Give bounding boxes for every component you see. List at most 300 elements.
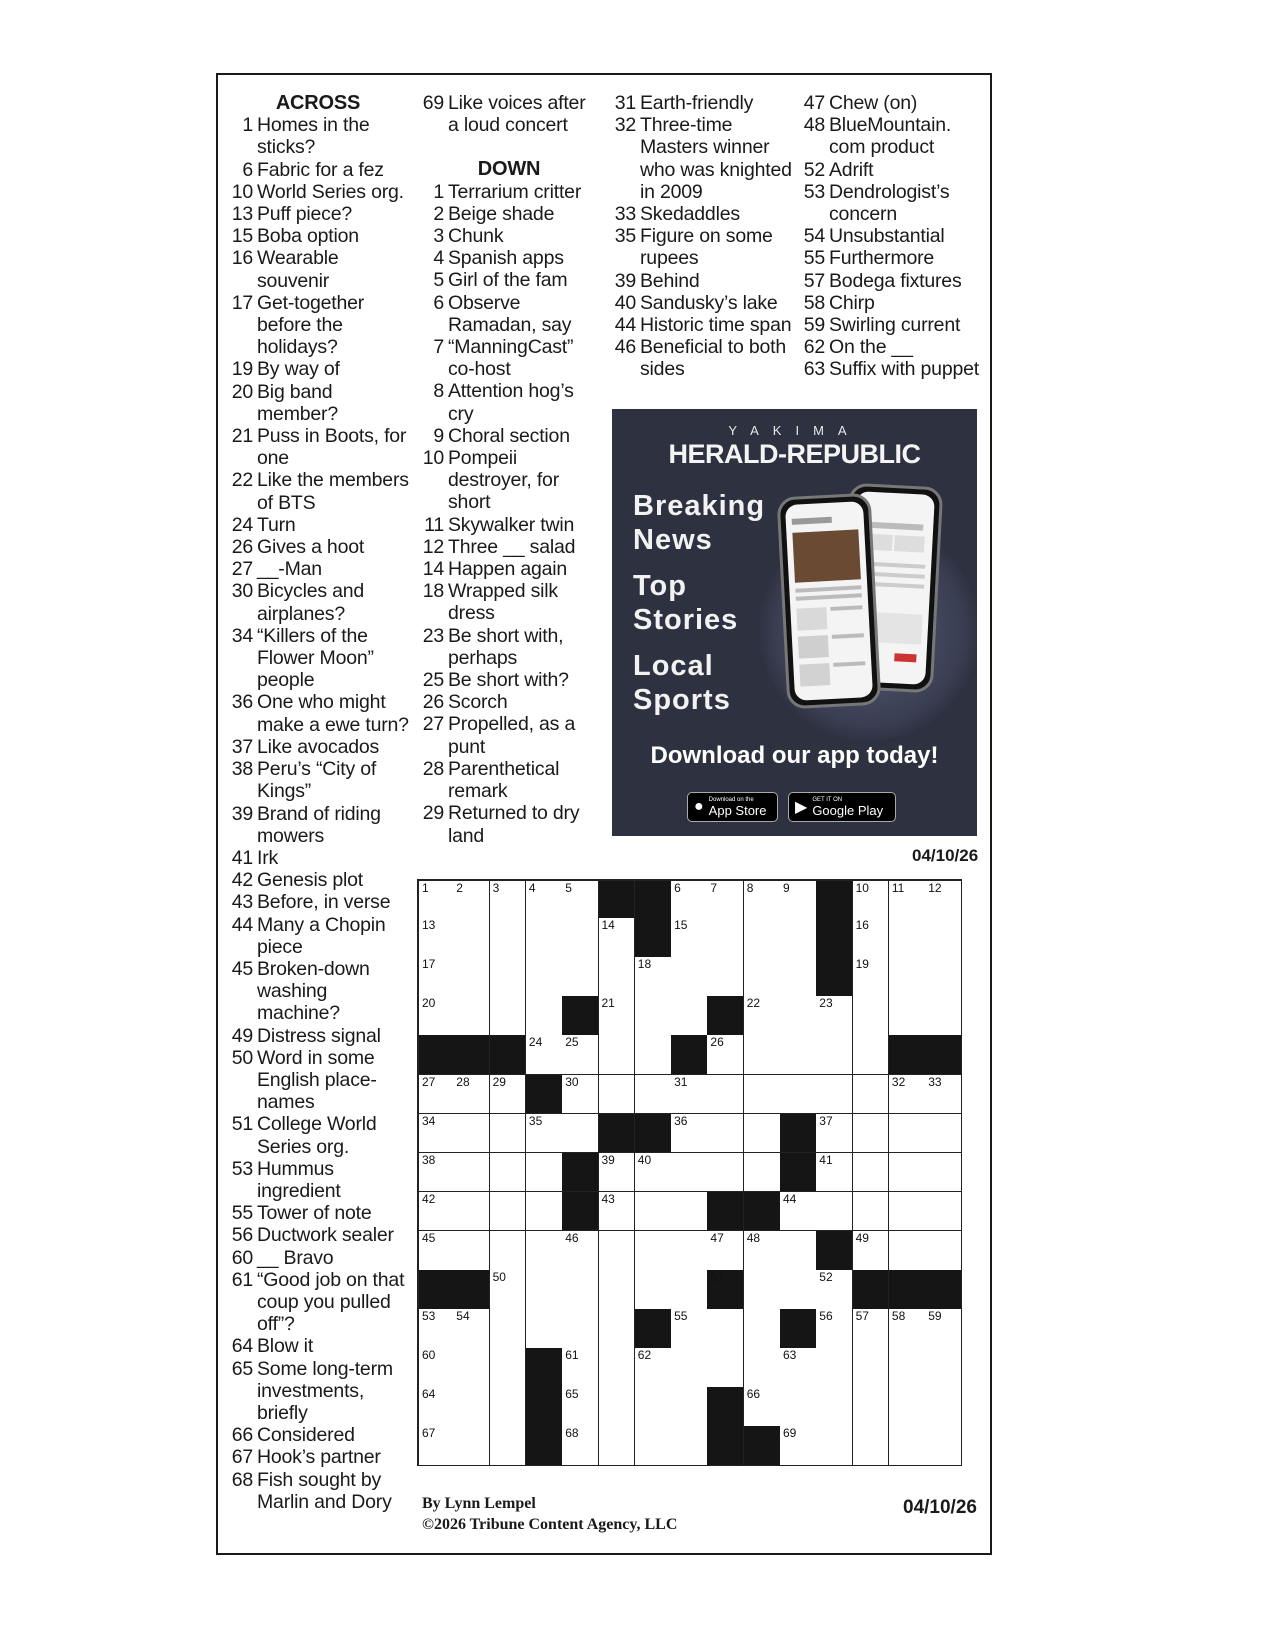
cell-number: 50 bbox=[492, 1270, 506, 1284]
grid-cell[interactable] bbox=[599, 996, 636, 1036]
grid-block bbox=[635, 1114, 672, 1154]
grid-cell[interactable] bbox=[816, 1270, 853, 1310]
clue-number: 58 bbox=[803, 291, 825, 314]
clue-item bbox=[799, 225, 984, 247]
cell-number: 21 bbox=[601, 996, 615, 1011]
clue-item bbox=[227, 1025, 409, 1047]
grid-cell[interactable] bbox=[925, 996, 962, 1036]
grid-cell[interactable] bbox=[853, 1387, 890, 1427]
grid-cell[interactable] bbox=[490, 1231, 527, 1271]
clue-text: Hook’s partner bbox=[257, 1446, 381, 1469]
clue-number: 19 bbox=[231, 358, 253, 381]
grid-block bbox=[562, 996, 599, 1036]
grid-cell[interactable] bbox=[925, 1075, 962, 1115]
google-play-button[interactable] bbox=[788, 792, 896, 822]
grid-cell[interactable] bbox=[853, 1309, 890, 1349]
clue-text: Three-time Masters winner who was knighted in 2009 bbox=[640, 114, 792, 203]
grid-cell[interactable] bbox=[599, 1153, 636, 1193]
grid-cell[interactable] bbox=[671, 1270, 708, 1310]
clue-item bbox=[227, 1113, 409, 1157]
grid-cell[interactable] bbox=[417, 957, 454, 997]
clue-text: Figure on some rupees bbox=[640, 225, 773, 270]
cell-number: 58 bbox=[891, 1309, 906, 1324]
grid-cell[interactable] bbox=[490, 996, 527, 1036]
clue-number: 46 bbox=[614, 336, 636, 359]
cell-number: 68 bbox=[565, 1426, 579, 1441]
grid-cell[interactable] bbox=[744, 1309, 781, 1349]
clue-number: 16 bbox=[231, 247, 253, 270]
app-advertisement[interactable] bbox=[612, 409, 977, 836]
grid-cell[interactable] bbox=[417, 1153, 454, 1193]
grid-cell[interactable] bbox=[490, 1114, 527, 1154]
grid-cell[interactable] bbox=[744, 957, 781, 997]
grid-cell[interactable] bbox=[671, 1387, 708, 1427]
clue-number: 21 bbox=[231, 425, 253, 448]
grid-cell[interactable] bbox=[635, 1270, 672, 1310]
grid-cell[interactable] bbox=[671, 1114, 708, 1154]
cell-number: 23 bbox=[819, 996, 833, 1011]
grid-cell[interactable] bbox=[453, 1153, 490, 1193]
grid-cell[interactable] bbox=[562, 1075, 599, 1115]
clue-number: 55 bbox=[803, 247, 825, 270]
grid-cell[interactable] bbox=[562, 957, 599, 997]
grid-cell[interactable] bbox=[925, 1348, 962, 1388]
grid-cell[interactable] bbox=[707, 1075, 744, 1115]
down-heading: DOWN bbox=[477, 158, 541, 181]
grid-cell[interactable] bbox=[453, 1231, 490, 1271]
grid-cell[interactable] bbox=[417, 1348, 454, 1388]
grid-cell[interactable] bbox=[490, 1192, 527, 1232]
crossword-grid[interactable] bbox=[417, 879, 962, 1466]
grid-cell[interactable] bbox=[925, 1309, 962, 1349]
grid-cell[interactable] bbox=[453, 957, 490, 997]
grid-cell[interactable] bbox=[889, 1114, 926, 1154]
grid-cell[interactable] bbox=[453, 1348, 490, 1388]
grid-cell[interactable] bbox=[707, 1153, 744, 1193]
grid-cell[interactable] bbox=[453, 1387, 490, 1427]
grid-cell[interactable] bbox=[853, 1348, 890, 1388]
grid-cell[interactable] bbox=[889, 1075, 926, 1115]
grid-cell[interactable] bbox=[925, 957, 962, 997]
grid-cell[interactable] bbox=[526, 1309, 563, 1349]
grid-cell[interactable] bbox=[417, 1426, 454, 1466]
grid-block bbox=[853, 1270, 890, 1310]
clue-item bbox=[418, 269, 600, 291]
clue-text: World Series org. bbox=[257, 180, 404, 203]
cell-number: 42 bbox=[422, 1191, 436, 1206]
grid-cell[interactable] bbox=[744, 1075, 781, 1115]
clue-number: 6 bbox=[242, 158, 253, 181]
clue-text: Puss in Boots, for one bbox=[257, 425, 407, 470]
grid-cell[interactable] bbox=[490, 1270, 527, 1310]
grid-cell[interactable] bbox=[780, 1035, 817, 1075]
grid-cell[interactable] bbox=[816, 1309, 853, 1349]
grid-cell[interactable] bbox=[780, 879, 817, 919]
clue-item bbox=[227, 891, 409, 913]
grid-cell[interactable] bbox=[526, 957, 563, 997]
clue-number: 10 bbox=[231, 180, 253, 203]
clue-item bbox=[227, 1047, 409, 1114]
grid-cell[interactable] bbox=[526, 996, 563, 1036]
grid-block bbox=[707, 1192, 744, 1232]
clue-text: Big band member? bbox=[257, 380, 338, 425]
grid-cell[interactable] bbox=[526, 1231, 563, 1271]
grid-cell[interactable] bbox=[707, 1348, 744, 1388]
clue-number: 18 bbox=[422, 580, 444, 603]
grid-cell[interactable] bbox=[453, 1192, 490, 1232]
grid-cell[interactable] bbox=[853, 996, 890, 1036]
grid-cell[interactable] bbox=[744, 1035, 781, 1075]
grid-cell[interactable] bbox=[889, 1348, 926, 1388]
grid-cell[interactable] bbox=[417, 996, 454, 1036]
grid-cell[interactable] bbox=[744, 1270, 781, 1310]
cell-number: 55 bbox=[674, 1309, 688, 1324]
grid-cell[interactable] bbox=[780, 996, 817, 1036]
grid-cell[interactable] bbox=[925, 918, 962, 958]
clue-item bbox=[418, 292, 600, 336]
grid-cell[interactable] bbox=[889, 1192, 926, 1232]
grid-block bbox=[744, 1426, 781, 1466]
clue-number: 32 bbox=[614, 114, 636, 137]
grid-cell[interactable] bbox=[707, 918, 744, 958]
grid-cell[interactable] bbox=[925, 1153, 962, 1193]
grid-cell[interactable] bbox=[853, 918, 890, 958]
grid-cell[interactable] bbox=[816, 1114, 853, 1154]
grid-cell[interactable] bbox=[562, 1426, 599, 1466]
grid-cell[interactable] bbox=[671, 1075, 708, 1115]
puzzle-date-bottom: 04/10/26 bbox=[903, 1497, 977, 1518]
grid-cell[interactable] bbox=[562, 918, 599, 958]
clue-item bbox=[227, 803, 409, 847]
grid-cell[interactable] bbox=[526, 1035, 563, 1075]
grid-cell[interactable] bbox=[526, 1270, 563, 1310]
grid-cell[interactable] bbox=[707, 1114, 744, 1154]
cell-number: 24 bbox=[528, 1035, 543, 1050]
cell-number: 39 bbox=[601, 1152, 615, 1167]
grid-cell[interactable] bbox=[707, 1309, 744, 1349]
clue-number: 30 bbox=[231, 580, 253, 603]
clue-number: 44 bbox=[614, 314, 636, 337]
grid-cell[interactable] bbox=[889, 1153, 926, 1193]
clue-number: 47 bbox=[803, 92, 825, 114]
grid-cell[interactable] bbox=[635, 957, 672, 997]
clue-item bbox=[610, 225, 792, 269]
grid-cell[interactable] bbox=[490, 1075, 527, 1115]
grid-cell[interactable] bbox=[453, 1075, 490, 1115]
clue-item bbox=[418, 625, 600, 669]
grid-cell[interactable] bbox=[671, 957, 708, 997]
grid-cell[interactable] bbox=[816, 1153, 853, 1193]
clue-number: 48 bbox=[803, 114, 825, 137]
grid-cell[interactable] bbox=[889, 1387, 926, 1427]
grid-cell[interactable] bbox=[816, 1075, 853, 1115]
clue-item bbox=[227, 958, 409, 1025]
grid-cell[interactable] bbox=[453, 879, 490, 919]
grid-cell[interactable] bbox=[453, 996, 490, 1036]
apple-icon: ● bbox=[694, 798, 704, 815]
grid-cell[interactable] bbox=[744, 1348, 781, 1388]
clue-number: 31 bbox=[614, 92, 636, 114]
grid-cell[interactable] bbox=[889, 996, 926, 1036]
grid-cell[interactable] bbox=[453, 1309, 490, 1349]
appstore-label: App Store bbox=[708, 802, 767, 818]
grid-cell[interactable] bbox=[780, 957, 817, 997]
grid-cell[interactable] bbox=[671, 1192, 708, 1232]
clue-item bbox=[227, 536, 409, 558]
ad-brand-logo: HERALD-REPUBLIC bbox=[668, 439, 921, 469]
clue-item bbox=[227, 381, 409, 425]
grid-cell[interactable] bbox=[744, 996, 781, 1036]
grid-block bbox=[417, 1270, 454, 1310]
cell-number: 6 bbox=[674, 881, 681, 895]
clue-number: 27 bbox=[422, 713, 444, 736]
grid-cell[interactable] bbox=[853, 1075, 890, 1115]
grid-cell[interactable] bbox=[671, 918, 708, 958]
puzzle-date-top: 04/10/26 bbox=[912, 846, 979, 865]
clue-number: 24 bbox=[231, 513, 253, 536]
grid-cell[interactable] bbox=[635, 1231, 672, 1271]
grid-cell[interactable] bbox=[780, 1192, 817, 1232]
cell-number: 2 bbox=[456, 881, 463, 895]
clue-text: Brand of riding mowers bbox=[257, 802, 381, 847]
grid-cell[interactable] bbox=[635, 1387, 672, 1427]
grid-cell[interactable] bbox=[417, 1387, 454, 1427]
grid-cell[interactable] bbox=[599, 1035, 636, 1075]
grid-cell[interactable] bbox=[925, 1426, 962, 1466]
grid-cell[interactable] bbox=[490, 1426, 527, 1466]
clue-text: Many a Chopin piece bbox=[257, 913, 386, 958]
copyright: ©2026 Tribune Content Agency, LLC bbox=[422, 1516, 678, 1533]
grid-cell[interactable] bbox=[780, 1426, 817, 1466]
grid-cell[interactable] bbox=[635, 1348, 672, 1388]
ad-line-top: Top bbox=[633, 570, 687, 602]
clue-number: 1 bbox=[433, 180, 444, 203]
grid-cell[interactable] bbox=[490, 1387, 527, 1427]
grid-cell[interactable] bbox=[780, 1387, 817, 1427]
cell-number: 60 bbox=[422, 1348, 436, 1363]
cell-number: 27 bbox=[422, 1074, 436, 1089]
grid-cell[interactable] bbox=[816, 1387, 853, 1427]
grid-cell[interactable] bbox=[417, 1231, 454, 1271]
clue-item bbox=[799, 159, 984, 181]
grid-cell[interactable] bbox=[417, 1075, 454, 1115]
grid-cell[interactable] bbox=[853, 879, 890, 919]
grid-cell[interactable] bbox=[635, 1192, 672, 1232]
grid-block bbox=[744, 1192, 781, 1232]
clue-item bbox=[227, 736, 409, 758]
grid-cell[interactable] bbox=[925, 1192, 962, 1232]
grid-cell[interactable] bbox=[453, 918, 490, 958]
clue-number: 34 bbox=[231, 624, 253, 647]
grid-cell[interactable] bbox=[599, 1348, 636, 1388]
grid-cell[interactable] bbox=[599, 1075, 636, 1115]
grid-cell[interactable] bbox=[635, 1035, 672, 1075]
grid-cell[interactable] bbox=[417, 879, 454, 919]
clue-text: Broken-down washing machine? bbox=[257, 957, 370, 1025]
clue-item bbox=[227, 914, 409, 958]
grid-cell[interactable] bbox=[599, 1309, 636, 1349]
grid-cell[interactable] bbox=[562, 1035, 599, 1075]
clue-item bbox=[418, 669, 600, 691]
clue-item bbox=[799, 181, 984, 225]
grid-cell[interactable] bbox=[490, 1153, 527, 1193]
grid-cell[interactable] bbox=[417, 1192, 454, 1232]
grid-cell[interactable] bbox=[562, 879, 599, 919]
grid-cell[interactable] bbox=[671, 1231, 708, 1271]
grid-cell[interactable] bbox=[853, 1231, 890, 1271]
grid-cell[interactable] bbox=[816, 996, 853, 1036]
grid-cell[interactable] bbox=[526, 918, 563, 958]
cell-number: 17 bbox=[422, 957, 436, 972]
clue-number: 40 bbox=[614, 291, 636, 314]
grid-cell[interactable] bbox=[490, 1348, 527, 1388]
grid-block bbox=[925, 1270, 962, 1310]
grid-cell[interactable] bbox=[490, 1309, 527, 1349]
grid-cell[interactable] bbox=[453, 1114, 490, 1154]
clue-number: 29 bbox=[422, 802, 444, 825]
grid-cell[interactable] bbox=[925, 1387, 962, 1427]
grid-cell[interactable] bbox=[671, 1153, 708, 1193]
grid-cell[interactable] bbox=[853, 1114, 890, 1154]
grid-cell[interactable] bbox=[562, 1270, 599, 1310]
grid-cell[interactable] bbox=[816, 1035, 853, 1075]
clue-text: Genesis plot bbox=[257, 869, 363, 892]
clue-text: Propelled, as a punt bbox=[448, 713, 576, 758]
clue-text: Be short with? bbox=[448, 669, 569, 692]
grid-cell[interactable] bbox=[889, 879, 926, 919]
grid-cell[interactable] bbox=[925, 879, 962, 919]
grid-cell[interactable] bbox=[744, 1114, 781, 1154]
clue-text: Boba option bbox=[257, 225, 359, 248]
grid-cell[interactable] bbox=[925, 1231, 962, 1271]
grid-cell[interactable] bbox=[744, 1231, 781, 1271]
clue-item bbox=[227, 1469, 409, 1513]
grid-cell[interactable] bbox=[671, 879, 708, 919]
grid-cell[interactable] bbox=[562, 1348, 599, 1388]
grid-cell[interactable] bbox=[889, 1426, 926, 1466]
grid-cell[interactable] bbox=[744, 1153, 781, 1193]
clue-text: Before, in verse bbox=[257, 891, 391, 914]
grid-cell[interactable] bbox=[599, 1270, 636, 1310]
grid-cell[interactable] bbox=[816, 1192, 853, 1232]
grid-cell[interactable] bbox=[816, 1348, 853, 1388]
grid-cell[interactable] bbox=[853, 1426, 890, 1466]
grid-cell[interactable] bbox=[671, 1309, 708, 1349]
grid-cell[interactable] bbox=[453, 1426, 490, 1466]
grid-cell[interactable] bbox=[780, 1075, 817, 1115]
grid-cell[interactable] bbox=[599, 1192, 636, 1232]
cell-number: 40 bbox=[637, 1152, 652, 1167]
grid-cell[interactable] bbox=[417, 1114, 454, 1154]
ad-line-breaking: Breaking bbox=[633, 490, 766, 522]
grid-cell[interactable] bbox=[707, 1231, 744, 1271]
grid-cell[interactable] bbox=[707, 879, 744, 919]
clue-number: 14 bbox=[422, 558, 444, 581]
app-store-button[interactable] bbox=[687, 792, 778, 822]
grid-cell[interactable] bbox=[853, 1153, 890, 1193]
grid-cell[interactable] bbox=[853, 1192, 890, 1232]
grid-cell[interactable] bbox=[889, 957, 926, 997]
grid-cell[interactable] bbox=[889, 1309, 926, 1349]
grid-cell[interactable] bbox=[816, 1426, 853, 1466]
ad-brand-top: YAKIMA bbox=[728, 423, 861, 438]
grid-cell[interactable] bbox=[780, 1348, 817, 1388]
grid-cell[interactable] bbox=[526, 879, 563, 919]
grid-cell[interactable] bbox=[744, 918, 781, 958]
clue-number: 35 bbox=[614, 225, 636, 248]
grid-cell[interactable] bbox=[780, 1270, 817, 1310]
grid-cell[interactable] bbox=[744, 1387, 781, 1427]
grid-cell[interactable] bbox=[707, 1035, 744, 1075]
grid-cell[interactable] bbox=[562, 1114, 599, 1154]
grid-cell[interactable] bbox=[526, 1114, 563, 1154]
grid-cell[interactable] bbox=[853, 1035, 890, 1075]
clue-item bbox=[799, 270, 984, 292]
grid-cell[interactable] bbox=[526, 1192, 563, 1232]
grid-cell[interactable] bbox=[889, 918, 926, 958]
grid-cell[interactable] bbox=[671, 1348, 708, 1388]
grid-cell[interactable] bbox=[599, 1231, 636, 1271]
grid-cell[interactable] bbox=[599, 918, 636, 958]
grid-cell[interactable] bbox=[417, 918, 454, 958]
grid-cell[interactable] bbox=[853, 957, 890, 997]
grid-cell[interactable] bbox=[635, 1153, 672, 1193]
clue-number: 12 bbox=[422, 535, 444, 558]
cell-number: 29 bbox=[492, 1074, 506, 1089]
grid-cell[interactable] bbox=[562, 1231, 599, 1271]
grid-cell[interactable] bbox=[417, 1309, 454, 1349]
grid-cell[interactable] bbox=[635, 996, 672, 1036]
grid-cell[interactable] bbox=[599, 1387, 636, 1427]
clue-number: 56 bbox=[231, 1224, 253, 1247]
grid-cell[interactable] bbox=[562, 1387, 599, 1427]
grid-cell[interactable] bbox=[490, 918, 527, 958]
grid-cell[interactable] bbox=[635, 1426, 672, 1466]
grid-cell[interactable] bbox=[599, 957, 636, 997]
grid-cell[interactable] bbox=[780, 1231, 817, 1271]
clue-item bbox=[418, 336, 600, 380]
grid-cell[interactable] bbox=[526, 1153, 563, 1193]
grid-cell[interactable] bbox=[635, 1075, 672, 1115]
ad-line-sports: Sports bbox=[633, 684, 731, 716]
grid-cell[interactable] bbox=[599, 1426, 636, 1466]
grid-cell[interactable] bbox=[707, 957, 744, 997]
grid-cell[interactable] bbox=[671, 1426, 708, 1466]
grid-cell[interactable] bbox=[671, 996, 708, 1036]
grid-cell[interactable] bbox=[780, 918, 817, 958]
grid-block bbox=[599, 879, 636, 919]
grid-block bbox=[599, 1114, 636, 1154]
grid-cell[interactable] bbox=[889, 1231, 926, 1271]
clue-number: 39 bbox=[614, 269, 636, 292]
clue-text: Terrarium critter bbox=[448, 180, 582, 203]
clue-item bbox=[227, 558, 409, 580]
clue-item bbox=[799, 247, 984, 269]
grid-cell[interactable] bbox=[562, 1309, 599, 1349]
clue-text: Puff piece? bbox=[257, 203, 353, 226]
grid-cell[interactable] bbox=[925, 1114, 962, 1154]
grid-cell[interactable] bbox=[490, 957, 527, 997]
cell-number: 34 bbox=[422, 1113, 436, 1128]
cell-number: 38 bbox=[422, 1152, 436, 1167]
clue-number: 50 bbox=[231, 1046, 253, 1069]
cell-number: 19 bbox=[855, 957, 869, 972]
clue-text: Behind bbox=[640, 269, 700, 292]
grid-cell[interactable] bbox=[744, 879, 781, 919]
clue-number: 45 bbox=[231, 957, 253, 980]
clue-text: Three __ salad bbox=[448, 535, 576, 558]
grid-cell[interactable] bbox=[490, 879, 527, 919]
